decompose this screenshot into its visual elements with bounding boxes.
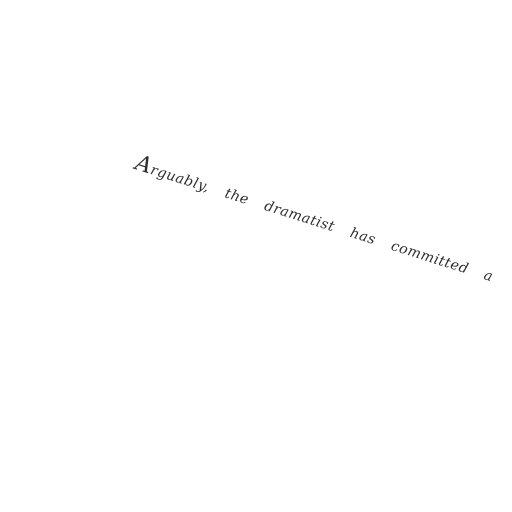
handwritten-sentence: rguably, the dramatist has committed a [148, 162, 496, 286]
handwritten-initial-letter: A [132, 150, 156, 180]
handwritten-text-line [132, 151, 497, 288]
